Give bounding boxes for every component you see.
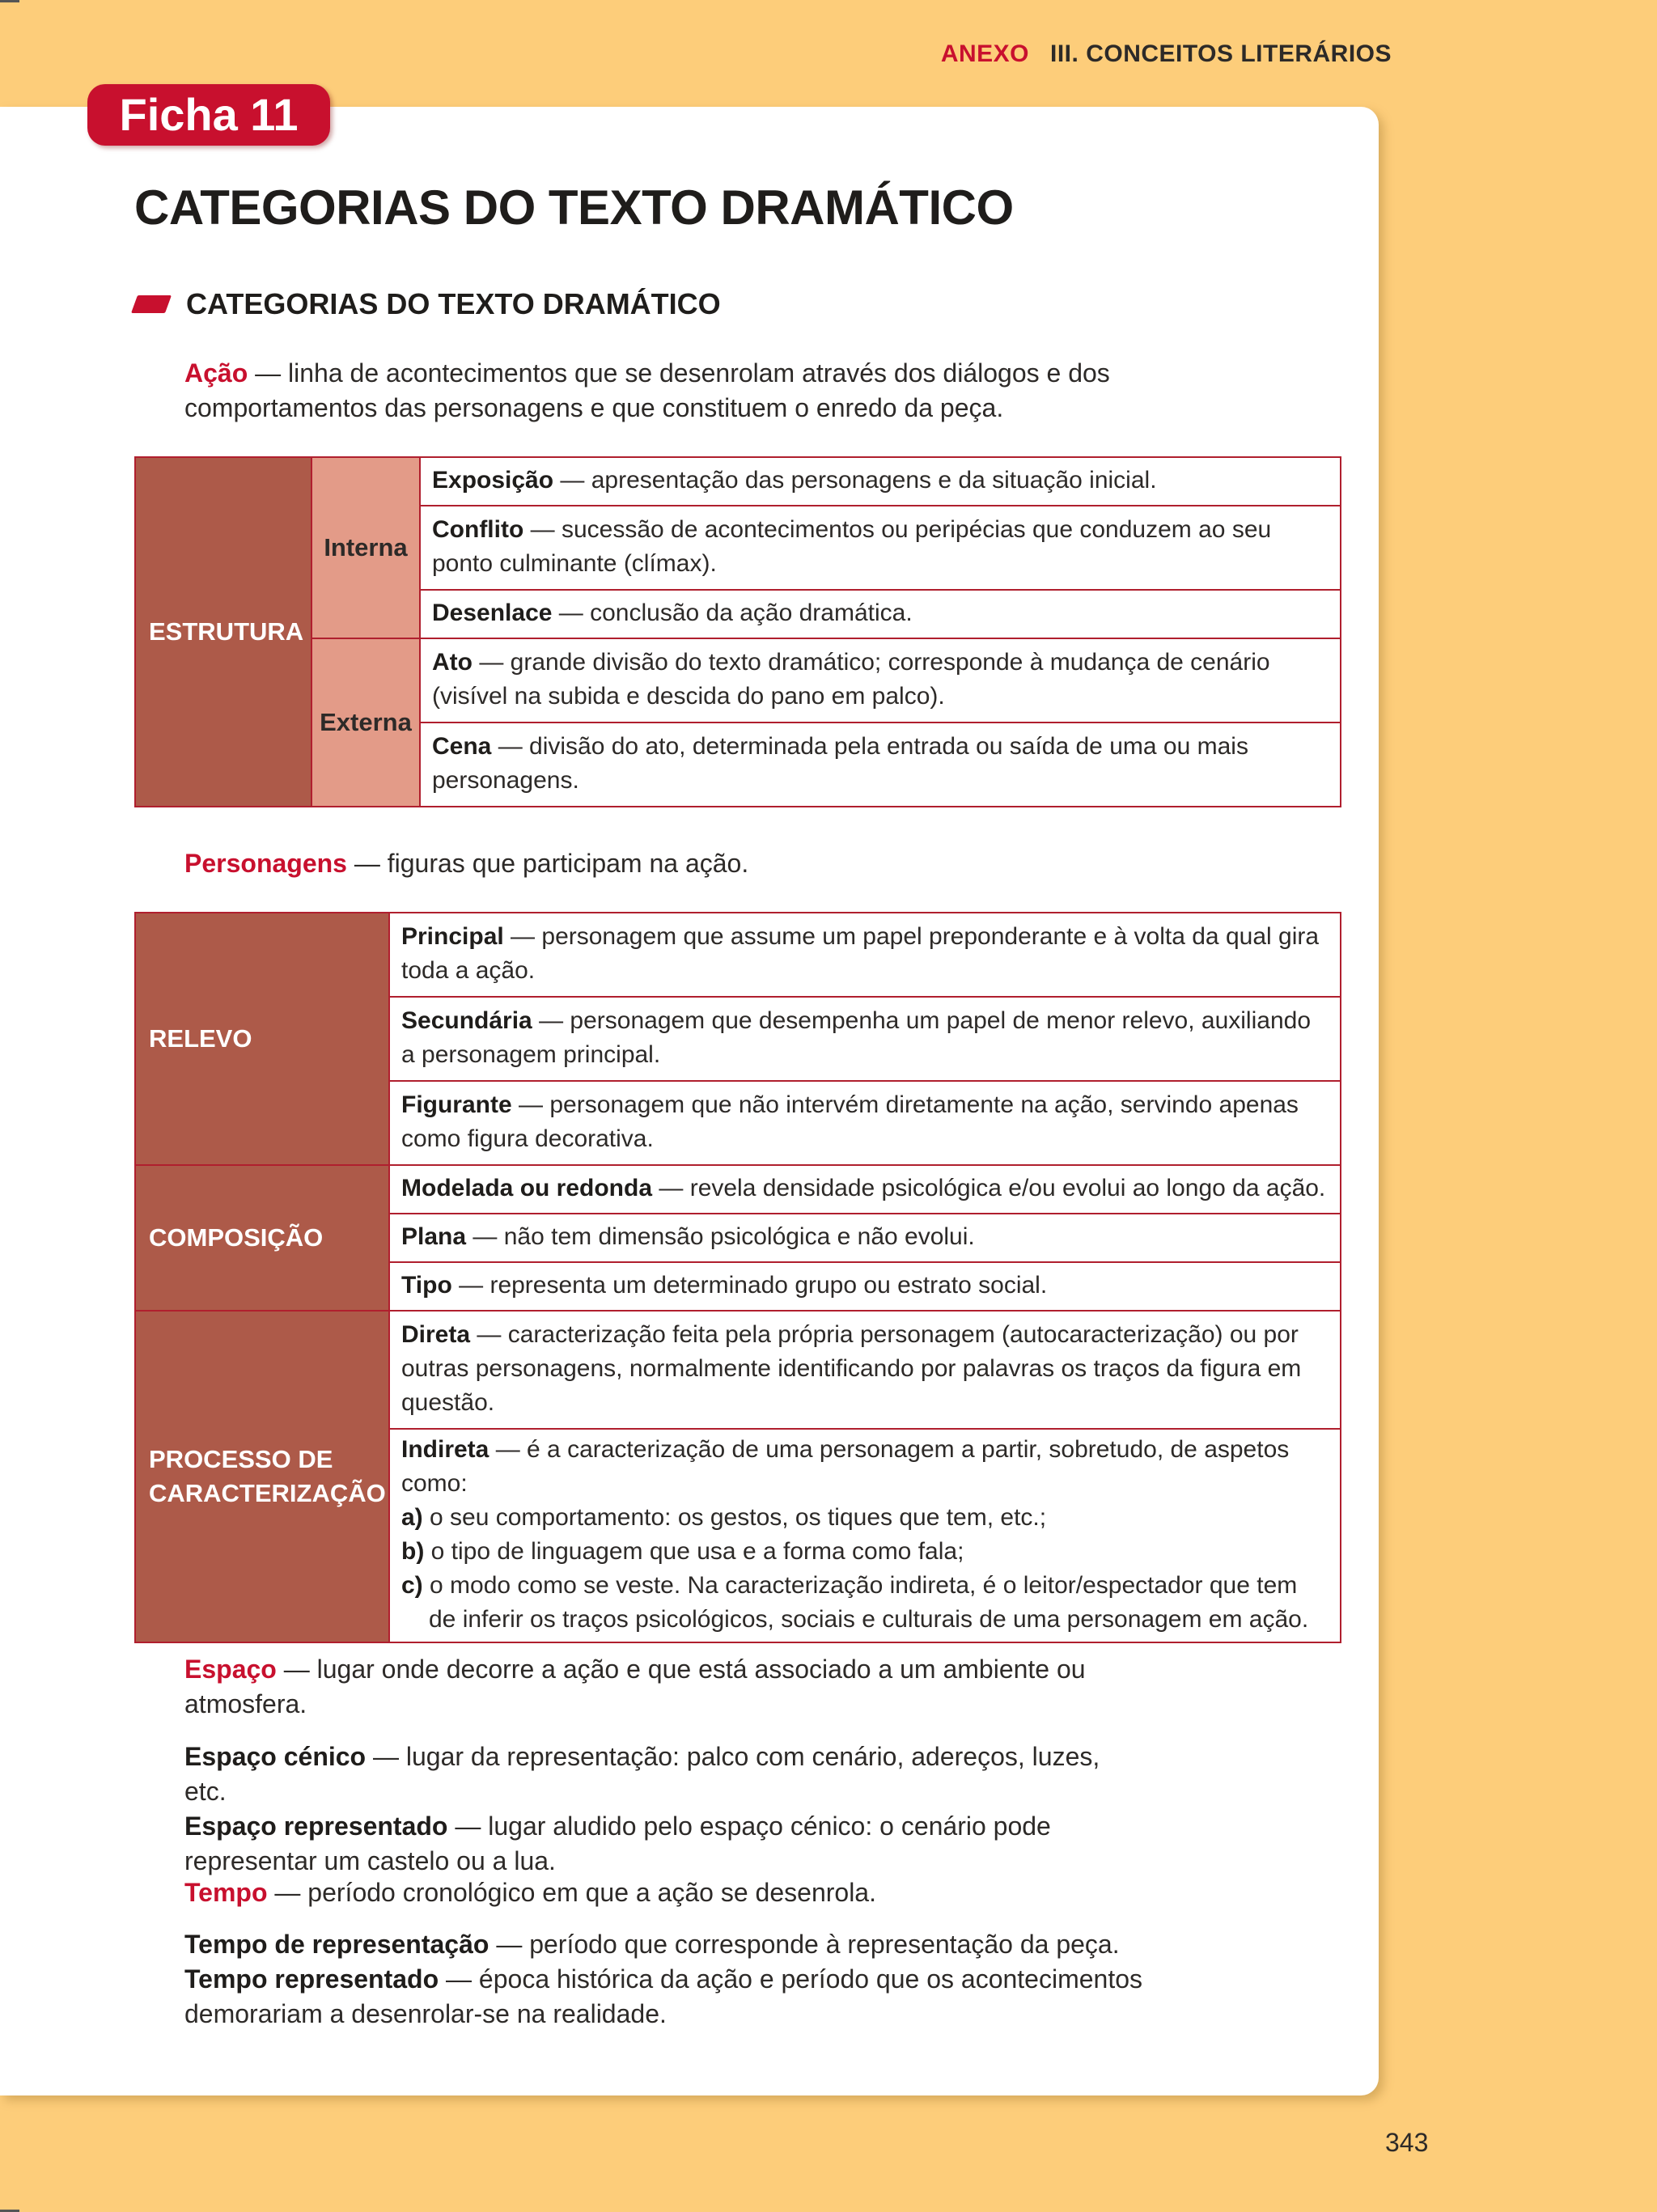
- bullet-icon: [131, 295, 172, 313]
- table-row: Plana — não tem dimensão psicológica e não evolui.: [389, 1214, 1341, 1262]
- composicao-label: COMPOSIÇÃO: [135, 1165, 389, 1311]
- espaco-types: Espaço cénico — lugar da representação: palco com cenário, adereços, luzes, etc. Espaço representado — lugar aludido pelo espaço cénico: o cenário pode representar um castelo ou a lua.: [184, 1742, 1100, 1875]
- table-row: Conflito — sucessão de acontecimentos ou peripécias que conduzem ao seu ponto culminante (clímax).: [420, 506, 1341, 590]
- espaco-definition: Espaço — lugar onde decorre a ação e que está associado a um ambiente ou atmosfera.: [184, 1655, 1086, 1718]
- processo-label: PROCESSO DE CARACTERIZAÇÃO: [135, 1311, 389, 1642]
- personagens-term: Personagens: [184, 849, 347, 878]
- personagens-definition: [184, 846, 1147, 881]
- interna-label: Interna: [311, 457, 420, 638]
- page-title: CATEGORIAS DO TEXTO DRAMÁTICO: [134, 180, 1014, 235]
- table-row: Indireta — é a caracterização de uma personagem a partir, sobretudo, de aspetos como: a) o seu comportamento: os gestos, os tiques que tem, etc.; b) o tipo de linguagem que usa e a forma como fala; c) o modo como se veste. Na caracterização indireta, é o leitor/espectador que tem de inferir os traços psicológicos, sociais e culturais de uma personagem em ação.: [389, 1429, 1341, 1642]
- table-row: Ato — grande divisão do texto dramático; corresponde à mudança de cenário (visível na subida e descida do pano em palco).: [420, 638, 1341, 723]
- estrutura-table: [134, 456, 1341, 807]
- tempo-types: Tempo de representação — período que corresponde à representação da peça. Tempo representado — época histórica da ação e período que os acontecimentos demorariam a desenrolar-se na realidade.: [184, 1930, 1143, 2028]
- running-header: [941, 40, 1392, 68]
- relevo-label: RELEVO: [135, 913, 389, 1165]
- acao-term: Ação: [184, 358, 248, 388]
- table-row: Desenlace — conclusão da ação dramática.: [420, 590, 1341, 638]
- section-heading: [134, 287, 721, 321]
- acao-definition: [184, 356, 1147, 426]
- estrutura-label: ESTRUTURA: [135, 457, 311, 807]
- table-row: Figurante — personagem que não intervém diretamente na ação, servindo apenas como figura decorativa.: [389, 1081, 1341, 1165]
- table-row: Exposição — apresentação das personagens e da situação inicial.: [420, 457, 1341, 506]
- personagens-table: [134, 912, 1341, 1643]
- ficha-badge: Ficha 11: [87, 84, 330, 146]
- acao-text: — linha de acontecimentos que se desenrolam através dos diálogos e dos comportamentos das personagens e que constituem o enredo da peça.: [184, 358, 1110, 422]
- header-anexo: ANEXO: [940, 40, 1030, 67]
- crop-mark: [0, 0, 19, 2]
- table-row: Cena — divisão do ato, determinada pela entrada ou saída de uma ou mais personagens.: [420, 723, 1341, 807]
- page-number: 343: [1385, 2128, 1429, 2157]
- header-section: III. CONCEITOS LITERÁRIOS: [1050, 40, 1392, 67]
- table-row: Secundária — personagem que desempenha um papel de menor relevo, auxiliando a personagem principal.: [389, 997, 1341, 1081]
- section-heading-text: CATEGORIAS DO TEXTO DRAMÁTICO: [186, 287, 721, 320]
- tempo-term: Tempo: [184, 1878, 268, 1907]
- table-row: Tipo — representa um determinado grupo ou estrato social.: [389, 1262, 1341, 1311]
- tempo-definition: Tempo — período cronológico em que a ação se desenrola.: [184, 1878, 876, 1907]
- espaco-term: Espaço: [184, 1655, 277, 1684]
- table-row: Direta — caracterização feita pela própria personagem (autocaracterização) ou por outras personagens, normalmente identificando por palavras os traços da figura em questão.: [389, 1311, 1341, 1429]
- table-row: Principal — personagem que assume um papel preponderante e à volta da qual gira toda a ação.: [389, 913, 1341, 997]
- personagens-text: — figuras que participam na ação.: [346, 849, 749, 878]
- table-row: Modelada ou redonda — revela densidade psicológica e/ou evolui ao longo da ação.: [389, 1165, 1341, 1214]
- externa-label: Externa: [311, 638, 420, 807]
